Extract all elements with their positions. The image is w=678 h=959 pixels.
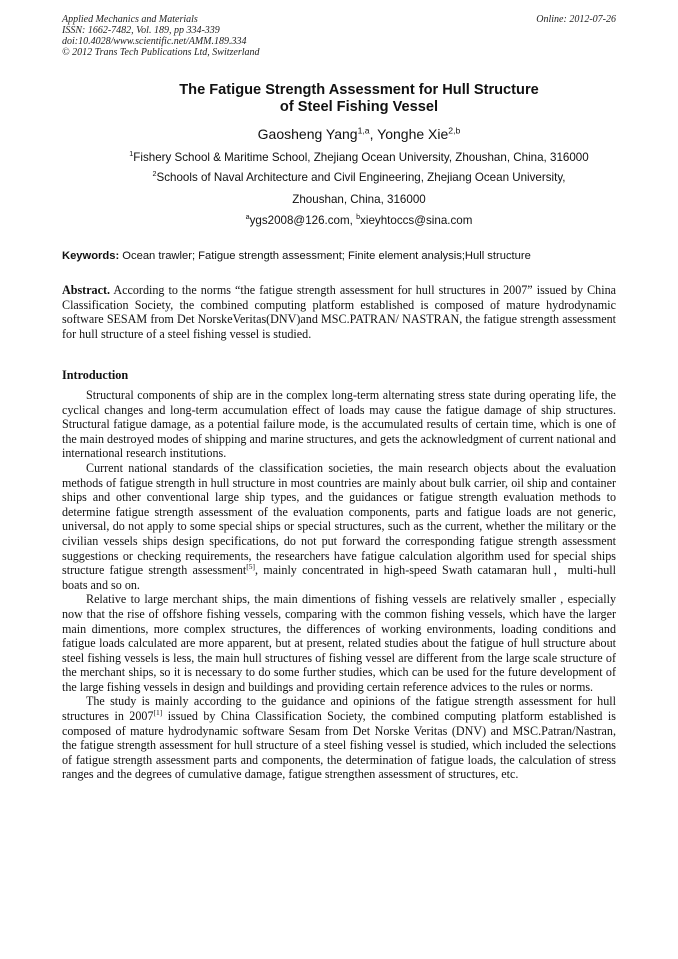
doi-line: doi:10.4028/www.scientific.net/AMM.189.334	[62, 36, 247, 47]
journal-name: Applied Mechanics and Materials	[62, 14, 198, 25]
email-b-marker: b	[356, 212, 361, 222]
issn-line: ISSN: 1662-7482, Vol. 189, pp 334-339	[62, 25, 220, 36]
email-b: xieyhtoccs@sina.com	[360, 214, 473, 227]
author-2-marker: 2,b	[448, 125, 461, 136]
email-a-marker: a	[245, 212, 250, 222]
author-1-name: Gaosheng Yang	[257, 126, 358, 142]
affiliation-1-marker: 1	[129, 149, 134, 159]
intro-paragraph-2-text-b: , mainly concentrated in high-speed Swath catamaran hull，multi-hull boats and so on.	[62, 563, 617, 592]
affiliation-2-text-cont: Zhoushan, China, 316000	[292, 193, 426, 206]
intro-paragraph-4-text-b: issued by China Classification Society, the combined computing platform established is composed of mature hydrodynamic software Sesam from Det Norske Veritas (DNV) and MSC.Patran/Nastran, the fatigue strength assessment for hull structure of a steel fishing vessel is studied, which included the selections of fatigue strength assessment parts and components, the determination of fatigue loads, the calculation of stress ranges and the degrees of cumulative damage, fatigue strengthen assessment of structures, etc.	[62, 709, 616, 782]
affiliation-1	[62, 151, 656, 165]
abstract-text: According to the norms “the fatigue strength assessment for hull structures in 2007” issued by China Classification Society, the combined computing platform established is composed of mature hydrodynamic software SESAM from Det NorskeVeritas(DNV)and MSC.PATRAN/ NASTRAN, the fatigue strength assessment for hull structure of a steel fishing vessel is studied.	[62, 283, 616, 341]
journal-header	[62, 14, 616, 58]
intro-paragraph-4	[62, 694, 616, 782]
citation-5: [5]	[246, 562, 256, 572]
section-heading-introduction: Introduction	[62, 368, 129, 382]
email-line	[62, 214, 656, 228]
affiliation-1-text: Fishery School & Maritime School, Zhejiang Ocean University, Zhoushan, China, 316000	[133, 151, 589, 164]
intro-paragraph-2-text-a: Current national standards of the classification societies, the main research objects about the evaluation methods of fatigue strength in hull structure in most countries are mainly about bulk carrier, oil ship and container ships and other conventional large ship types, and the guidances or fatigue strength evaluation methods to determine fatigue strength assessment of the evaluation components, parts and fatigue loads are not generic, universal, do not apply to some special ships or special structures, such as the current, whether the military or the civilian vessels ships design specifications, do not put forward the corresponding fatigue strength assessment suggestions or checking requirements, the researchers have fatigue calculation algorithm used for special ships structure fatigue strength assessment	[62, 460, 616, 578]
copyright-line: © 2012 Trans Tech Publications Ltd, Switzerland	[62, 47, 260, 58]
keywords	[62, 249, 622, 263]
paper-title	[62, 82, 656, 116]
introduction-body	[62, 388, 616, 782]
affiliation-2	[62, 171, 656, 185]
author-separator: ,	[369, 126, 378, 142]
abstract-label: Abstract.	[62, 283, 111, 297]
abstract	[62, 283, 616, 341]
intro-paragraph-1: Structural components of ship are in the complex long-term alternating stress state during operating life, the cyclical changes and long-term accumulation effect of loads may cause the fatigue damage of ship structures. Structural fatigue damage, as a potential failure mode, is the accumulated results of certain time, which is one of the main destroyed modes of shipping and marine structures, and gets the acknowledgment of current national and international research institutions.	[62, 388, 616, 461]
keywords-text: Ocean trawler; Fatigue strength assessment; Finite element analysis;Hull structure	[119, 250, 531, 262]
affiliation-2-text: Schools of Naval Architecture and Civil Engineering, Zhejiang Ocean University,	[156, 171, 566, 184]
keywords-label: Keywords:	[62, 250, 120, 262]
title-line-2: of Steel Fishing Vessel	[279, 99, 439, 115]
author-list	[62, 125, 656, 143]
author-1-marker: 1,a	[357, 125, 370, 136]
intro-paragraph-2	[62, 461, 616, 592]
affiliation-2-cont	[62, 193, 656, 207]
affiliation-2-marker: 2	[152, 169, 157, 179]
online-date: Online: 2012-07-26	[536, 14, 616, 25]
email-a: ygs2008@126.com,	[249, 214, 357, 227]
citation-1: [1]	[153, 708, 163, 718]
title-line-1: The Fatigue Strength Assessment for Hull Structure	[179, 82, 539, 98]
intro-paragraph-4-text-a: The study is mainly according to the guidance and opinions of the fatigue strength assessment for hull structures in 2007	[62, 694, 616, 724]
author-2-name: Yonghe Xie	[377, 126, 449, 142]
intro-paragraph-3: Relative to large merchant ships, the main dimentions of fishing vessels are relatively smaller , especially now that the rise of offshore fishing vessels, comparing with the common fishing vessels, which have the larger main dimentions, more complex structures, the differences of working environments, loading conditions and fatigue loads calculated are more apparent, but at present, related studies about the fatigue of hull structure about steel fishing vessels is less, the main hull structures of fishing vessel are different from the large scale structure of the merchant ships, so it is necessary to do some further studies, which can be used for the future development of the large fishing vessels in design and buildings and providing certain reference advices to the rules or norms.	[62, 592, 616, 694]
